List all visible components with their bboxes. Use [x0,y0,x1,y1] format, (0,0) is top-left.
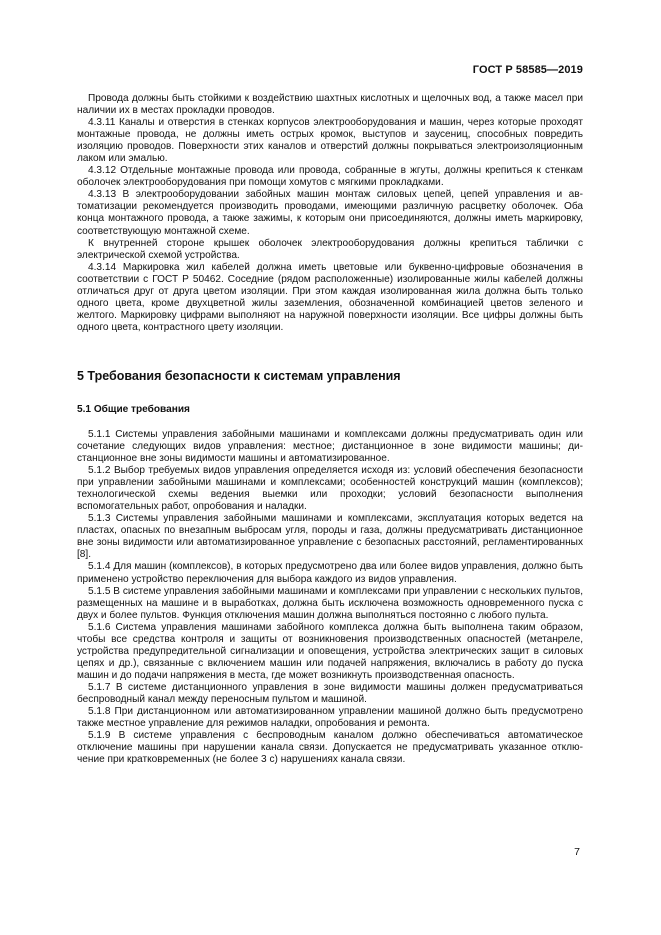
paragraph: 4.3.11 Каналы и отверстия в стенках корпусов электрооборудования и машин, через которые проходят монтажные провода, не должны иметь острых кромок, выступов и заусениц, способных повредить изоляцию проводов. Поверхности этих каналов и отверстий должны покрываться электроизоляционным лаком или эмалью. [77,117,583,165]
paragraph: 4.3.12 Отдельные монтажные провода или провода, собранные в жгуты, должны крепиться к стенкам оболочек электрооборудования при помощи хомутов с мягкими прокладками. [77,165,583,189]
section-title: 5 Требования безопасности к системам управления [77,368,401,383]
paragraph: Провода должны быть стойкими к воздействию шахтных кислотных и щелочных вод, а также масел при наличии их в местах прокладки проводов. [77,93,583,117]
paragraph: 5.1.4 Для машин (комплексов), в которых предусмотрено два или более видов управления, должно быть применено устройство переключения для выбора каждого из видов управления. [77,561,583,585]
paragraph: 5.1.8 При дистанционном или автоматизированном управлении машиной должно быть предусмотрено также местное управление для режимов наладки, опробования и ремонта. [77,706,583,730]
paragraph: 4.3.14 Маркировка жил кабелей должна иметь цветовые или буквенно-цифровые обозначения в соответствии с ГОСТ Р 50462. Соседние (рядом расположенные) изолированные жилы кабелей должны отличаться друг от друга цветом изоляции. При этом каждая изолированная жила должна быть только одного цвета, кроме двухцветной жилы заземления, обозначенной комбинацией цветов зеленого и желтого. Маркировку цифрами выполняют на наружной поверхности изоляции. Все цифры должны быть одного цвета, контрастного цвету изоляции. [77,261,583,333]
paragraph: 5.1.2 Выбор требуемых видов управления определяется исходя из: условий обеспечения безопасности при управлении забойными машинами и комплексами; особенностей конструкций машин (комплексов); технологической схемы ведения выемки или проходки; условий безопасности выполнения вспомогательных работ, опробования и наладки. [77,465,583,513]
paragraph: 5.1.9 В системе управления с беспроводным каналом должно обеспечиваться автоматическое отключение машины при нарушении канала связи. Допускается не предусматривать указанное отключение при кратковременных (не более 3 с) нарушениях канала связи. [77,730,583,766]
paragraph: 5.1.7 В системе дистанционного управления в зоне видимости машины должен предусматриваться беспроводный канал между переносным пультом и машиной. [77,681,583,705]
paragraph: К внутренней стороне крышек оболочек электрооборудования должны крепиться таблички с электрической схемой устройства. [77,237,583,261]
paragraph: 5.1.6 Система управления машинами забойного комплекса должна быть выполнена таким образом, чтобы все средства контроля и защиты от возникновения производственных опасностей (метанреле, устройства предупредительной сигнализации и оповещения, устройства электрических защит в силовых цепях и др.), связанные с включением машин или подачей напряжения, включались в работу до пуска машин и до подачи напряжения в места, где может возникнуть производственная опасность. [77,621,583,681]
subsection-title: 5.1 Общие требования [77,403,190,415]
document-code: ГОСТ Р 58585—2019 [472,64,583,76]
paragraph: 4.3.13 В электрооборудовании забойных машин монтаж силовых цепей, цепей управления и автоматизации рекомендуется производить проводами, имеющими различную расцветку оболочек. Оба конца монтажного провода, а также зажимы, к которым они присоединяются, должны иметь маркировку, соответствующую монтажной схеме. [77,189,583,237]
paragraph: 5.1.1 Системы управления забойными машинами и комплексами должны предусматривать один или сочетание следующих видов управления: местное; дистанционное в зоне видимости машины; дистанционное вне зоны видимости машины и автоматизированное. [77,428,583,465]
paragraph: 5.1.3 Системы управления забойными машинами и комплексами, эксплуатация которых ведется на пластах, опасных по внезапным выбросам угля, породы и газа, должны предусматривать дистанционное вне зоны видимости или автоматизированное управление с безопасных расстояний, регламентированных [8]. [77,513,583,561]
document-body [77,93,583,766]
paragraph: 5.1.5 В системе управления забойными машинами и комплексами при управлении с нескольких пультов, размещенных на машине и в выработках, должна быть исключена возможность одновременного пуска с двух и более пультов. Функция отключения машин должна выполняться постоянно с любого пульта. [77,585,583,621]
page-number: 7 [574,846,580,858]
